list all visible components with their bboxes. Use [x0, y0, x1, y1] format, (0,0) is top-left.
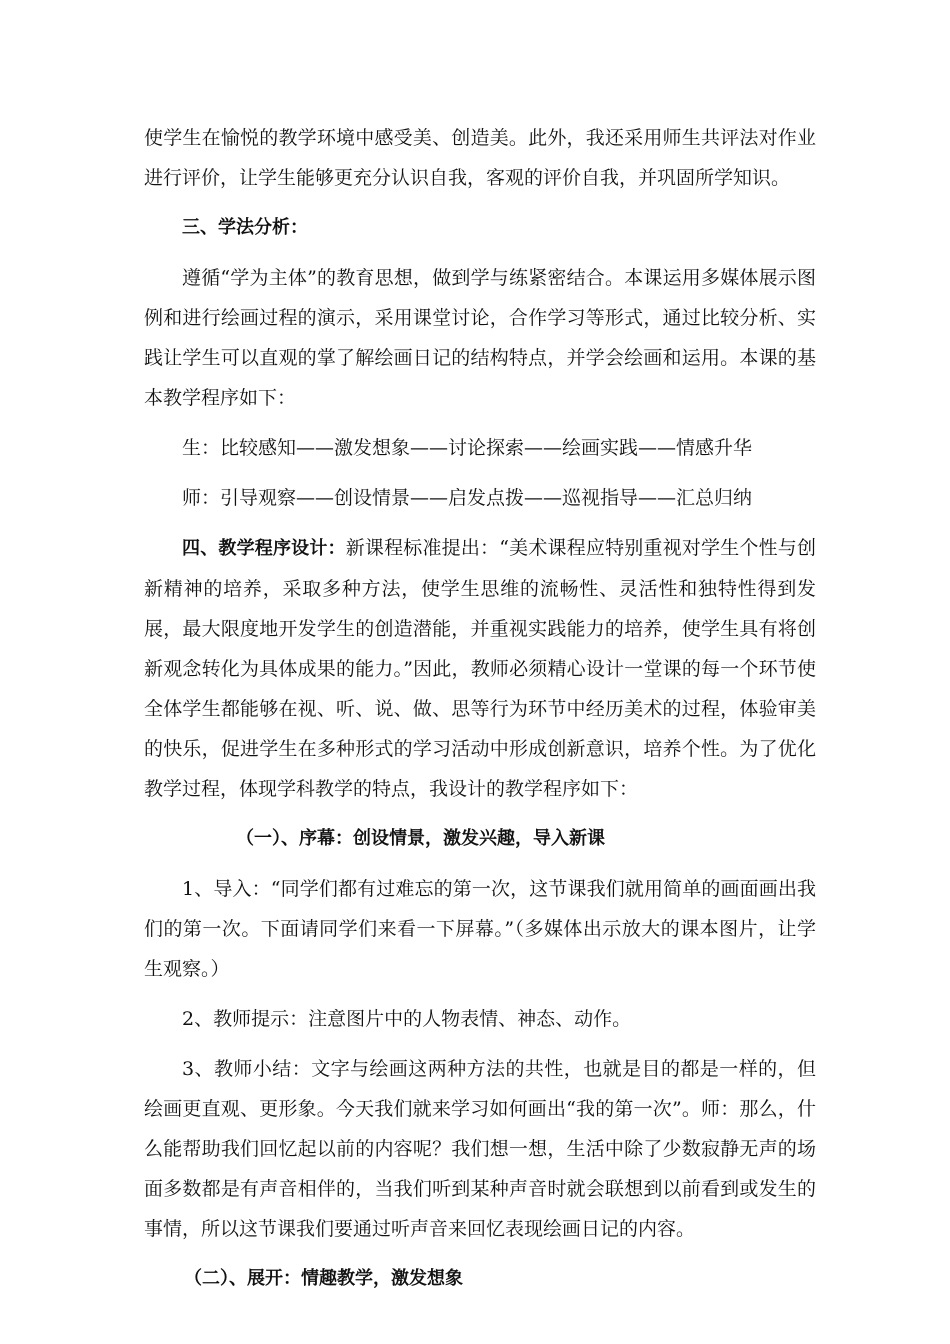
teaching-design-text: 新课程标准提出：“美术课程应特别重视对学生个性与创新精神的培养，采取多种方法，使学生思维的流畅性、灵活性和独特性得到发展，最大限度地开发学生的创造潜能，并重视实践能力的培养，使学生具有将创新观念转化为具体成果的能力。”因此，教师必须精心设计一堂课的每一个环节使全体学生都能够在视、听、说、做、思等行为环节中经历美术的过程，体验审美的快乐，促进学生在多种形式的学习活动中形成创新意识，培养个性。为了优化教学过程，体现学科教学的特点，我设计的教学程序如下： — [144, 537, 817, 800]
teacher-procedure: 师：引导观察——创设情景——启发点拨——巡视指导——汇总归纳 — [182, 487, 753, 509]
list-item-teacher-hint: 2、教师提示：注意图片中的人物表情、神态、动作。 — [182, 1008, 632, 1030]
spacer — [144, 248, 816, 258]
paragraph-learning-analysis: 遵循“学为主体”的教育思想，做到学与练紧密结合。本课运用多媒体展示图例和进行绘画过程的演示，采用课堂讨论，合作学习等形式，通过比较分析、实践让学生可以直观的掌了解绘画日记的结构特点，并学会绘画和运用。本课的基本教学程序如下： — [144, 267, 816, 409]
heading-learning-analysis: 三、学法分析： — [182, 217, 308, 238]
student-procedure: 生：比较感知——激发想象——讨论探索——绘画实践——情感升华 — [182, 437, 753, 459]
spacer — [144, 418, 816, 428]
list-item-introduction: 1、导入：“同学们都有过难忘的第一次，这节课我们就用简单的画面画出我们的第一次。下面请同学们来看一下屏幕。”（多媒体出示放大的课本图片，让学生观察。） — [144, 878, 816, 980]
spacer — [144, 1249, 816, 1259]
spacer — [144, 989, 816, 999]
list-item-teacher-summary: 3、教师小结：文字与绘画这两种方法的共性，也就是目的都是一样的，但绘画更直观、更形象。今天我们就来学习如何画出“我的第一次”。师：那么，什么能帮助我们回忆起以前的内容呢？我们想一想，生活中除了少数寂静无声的场面多数都是有声音相伴的，当我们听到某种声音时就会联想到以前看到或发生的事情，所以这节课我们要通过听声音来回忆表现绘画日记的内容。 — [144, 1058, 816, 1240]
spacer — [144, 1039, 816, 1049]
spacer — [144, 518, 816, 528]
spacer — [144, 198, 816, 208]
heading-teaching-design: 四、教学程序设计： — [182, 538, 346, 559]
paragraph-intro: 使学生在愉悦的教学环境中感受美、创造美。此外，我还采用师生共评法对作业进行评价，让学生能够更充分认识自我，客观的评价自我，并巩固所学知识。 — [144, 127, 816, 189]
spacer — [144, 859, 816, 869]
paragraph-teaching-design — [144, 528, 816, 809]
section-development-heading: （二）、展开：情趣教学，激发想象 — [184, 1268, 463, 1289]
document-body — [144, 118, 816, 1299]
spacer — [144, 809, 816, 819]
section-prelude-heading: （一）、序幕：创设情景，激发兴趣，导入新课 — [236, 828, 605, 849]
spacer — [144, 468, 816, 478]
